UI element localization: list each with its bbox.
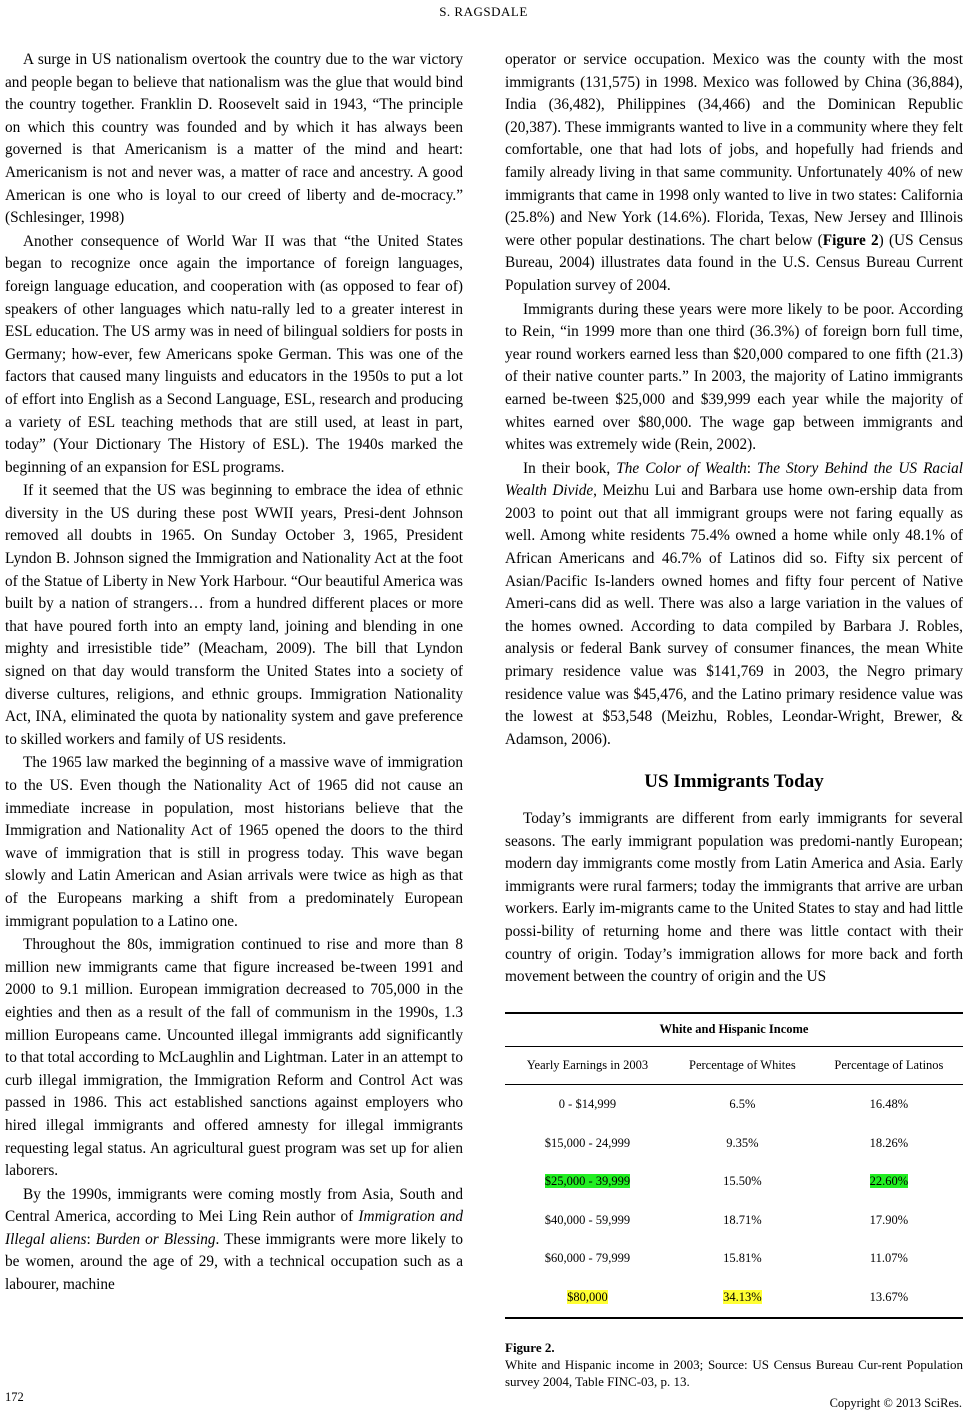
figure-reference: Figure 2 — [822, 231, 879, 249]
page-number: 172 — [5, 1390, 24, 1404]
column-header: Percentage of Latinos — [815, 1047, 963, 1085]
text-run: . These immigrants were more likely to be women, around the age of 29, with a technical occupation such as a labourer, machine — [5, 1230, 463, 1294]
income-table-figure — [505, 1012, 963, 1390]
table-row — [505, 1124, 963, 1163]
table-cell: $40,000 - 59,999 — [544, 1212, 631, 1227]
paragraph: If it seemed that the US was beginning to embrace the idea of ethnic diversity in the US during these post WWII years, Presi-dent Johnson removed all doubts in 1965. On Sunday October 3, 1965, President Lyndon B. Johnson signed the Immigration and Nationality Act at the foot of the Statue of Liberty in New York Harbour. “Our beautiful America was built by a nation of strangers… from a hundred different places or more that have poured forth into an empty land, joining and blending in one mighty and irresistible tide” (Meacham, 2009). The bill that Lyndon signed on that day would transform the United States into a society of diverse cultures, religions, and ethnic groups. Immigration Nationality Act, INA, eliminated the quota by nationality system and gave preference to skilled workers and family of US residents. — [5, 482, 463, 748]
paragraph — [5, 1184, 463, 1297]
book-subtitle: The Story Behind the US Racial Wealth Divide — [505, 459, 964, 500]
book-title: The Color of Wealth — [616, 459, 747, 477]
paragraph: Immigrants during these years were more likely to be poor. According to Rein, “in 1999 more than one third (36.3%) of foreign born full time, year round workers earned less than $20,000 compared to one fifth (21.3) of their native counter parts.” In 2003, the majority of Latino immigrants earned be-tween $25,000 and $39,999 each year while the majority of whites earned over $80,000. The wage gap between immigrants and whites was extremely wide (Rein, 2002). — [505, 300, 963, 454]
table-row — [505, 1278, 963, 1318]
column-header: Percentage of Whites — [670, 1047, 815, 1085]
table-cell: 18.71% — [723, 1212, 762, 1227]
paragraph: Throughout the 80s, immigration continued to rise and more than 8 million new immigrants came that figure increased be-tween 1991 and 2000 to 9.1 million. European immigration decreased to 705,000 in the eighties and then as a result of the fall of communism in the 1990s, 1.3 million Europeans came. Uncounted illegal immigrants add significantly to that total according to McLaughlin and Lightman. Later in an attempt to curb illegal immigration, the Immigration Reform and Control Act was passed in 1986. This act established sanctions against employers who hired illegal immigrants and offered amnesty for illegal immigrants requesting legal status. An agricultural guest program was set up for alien laborers. — [5, 936, 463, 1180]
table-cell: 9.35% — [726, 1135, 759, 1150]
paragraph — [505, 49, 963, 298]
running-header: S. RAGSDALE — [439, 4, 528, 19]
paragraph: The 1965 law marked the beginning of a massive wave of immigration to the US. Even though the Nationality Act of 1965 did not cause an immediate increase in population, most historians believe that the Immigration and Nationality Act of 1965 opened the doors to the third wave of immigration that is still in progress today. This wave began slowly and Latin American and Asian arrivals were twice as high as that of the Europeans marking a shift from a predominately European immigrant population to a Latino one. — [5, 754, 463, 930]
table-cell: 16.48% — [869, 1096, 909, 1111]
income-table — [505, 1012, 963, 1319]
table-cell: 18.26% — [869, 1135, 909, 1150]
right-column — [505, 49, 963, 1390]
column-header: Yearly Earnings in 2003 — [505, 1047, 670, 1085]
table-cell: $15,000 - 24,999 — [544, 1135, 631, 1150]
text-run: : — [746, 459, 758, 477]
text-run: ) (US Census Bureau, 2004) illustrates data found in the U.S. Census Bureau Current Population survey of 2004. — [505, 231, 963, 294]
table-cell: 17.90% — [869, 1212, 909, 1227]
book-subtitle: Burden or Blessing — [95, 1230, 216, 1248]
text-run: operator or service occupation. Mexico was the county with the most immigrants (131,575) in 1998. Mexico was followed by China (36,884), India (36,482), Philippines (34,466) and the Dominican Republic (20,387). These immigrants wanted to live in a community where they felt comfortable, one that had lots of jobs, and hopefully had friends and family already living in that same community. Unfortunately 40% of new immigrants that came in 1998 only wanted to live in two states: California (25.8%) and New York (14.6%). Florida, Texas, New Jersey and Illinois were other popular destinations. The chart below ( — [505, 51, 963, 249]
paragraph: A surge in US nationalism overtook the country due to the war victory and people began to believe that nationalism was the glue that would bind the country together. Franklin D. Roosevelt said in 1943, “The principle on which this country was founded and by which it has always been governed is that Americanism is a matter of the mind and heart: Americanism is not and never was, a matter of race and ancestry. A good American is one who is loyal to our creed of liberty and de-mocracy.” (Schlesinger, 1998) — [5, 51, 463, 227]
table-cell: 15.50% — [723, 1174, 762, 1189]
section-heading: US Immigrants Today — [644, 771, 824, 793]
table-cell: $80,000 — [505, 1278, 670, 1318]
figure-label: Figure 2. — [505, 1339, 555, 1355]
text-run: By the 1990s, immigrants were coming mostly from Asia, South and Central America, according to Mei Ling Rein author of — [5, 1185, 463, 1226]
table-cell: 6.5% — [729, 1096, 756, 1111]
table-cell: 0 - $14,999 — [558, 1096, 617, 1111]
table-cell: $60,000 - 79,999 — [544, 1251, 631, 1266]
table-cell: $25,000 - 39,999 — [544, 1174, 631, 1189]
paragraph: Today’s immigrants are different from early immigrants for several seasons. The early immigrant population was predomi-nantly European; modern day immigrants come mostly from Latin America and Asia. Early immigrants were rural farmers; today the immigrants that arrive are urban workers. Early im-migrants came to the United States to stay and had little possi-bility of returning home and there was little contact with their country of origin. Today’s immigration allows for more back and forth movement between the country of origin and the US — [505, 810, 963, 986]
text-run: : — [86, 1230, 96, 1248]
table-cell: 22.60% — [869, 1174, 909, 1189]
text-run: , Meizhu Lui and Barbara use home own-ership data from 2003 to point out that all immigrant groups were not faring equally as well. Among white residents 75.4% owned a home while only 48.1% of African Americans and 46.7% of Latinos did so. Fifty six percent of Asian/Pacific Is-landers owned homes and fifty four percent of Native Ameri-cans did as well. There was also a large variation in the values of the homes owned. According to data compiled by Barbara J. Robles, analysis or federal Bank survey of consumer finances, the mean White primary residence value was $141,769 in 2003, the Negro primary residence value was $45,476, and the Latino primary residence value was the lowest at $53,548 (Meizhu, Robles, Leondar-Wright, Brewer, & Adamson, 2006). — [505, 482, 963, 748]
table-row — [505, 1162, 963, 1201]
table-cell: 13.67% — [815, 1278, 963, 1318]
table-row — [505, 1084, 963, 1123]
text-run: In their book, — [523, 459, 617, 477]
table-cell: 15.81% — [723, 1251, 762, 1266]
table-row — [505, 1239, 963, 1278]
paragraph: Another consequence of World War II was that “the United States began to recognize once again the importance of foreign languages, foreign language education, and cooperation with (as opposed to fear of) speakers of other languages which natu-rally led to a greater interest in ESL education. The US army was in need of bilingual soldiers for posts in Germany; how-ever, few Americans spoke German. This was one of the factors that caused many linguists and educators in the 1950s to put a lot of effort into English as a Second Language, ESL, research and producing a variety of ESL teaching methods that are still used, at least in part, today” (Your Dictionary The History of ESL). The 1940s marked the beginning of an expansion for ESL programs. — [5, 232, 463, 476]
copyright-notice: Copyright © 2013 SciRes. — [829, 1396, 962, 1410]
table-cell: 11.07% — [869, 1251, 908, 1266]
table-row — [505, 1201, 963, 1240]
figure-caption — [505, 1339, 963, 1390]
table-title: White and Hispanic Income — [505, 1013, 963, 1047]
table-cell: 34.13% — [670, 1278, 815, 1318]
book-title: Immigration and Illegal aliens — [5, 1208, 463, 1248]
left-column — [5, 49, 463, 1297]
paragraph — [505, 458, 963, 752]
figure-caption-text: White and Hispanic income in 2003; Source: US Census Bureau Cur-rent Population survey 2004, Table FINC-03, p. 13. — [505, 1356, 963, 1389]
